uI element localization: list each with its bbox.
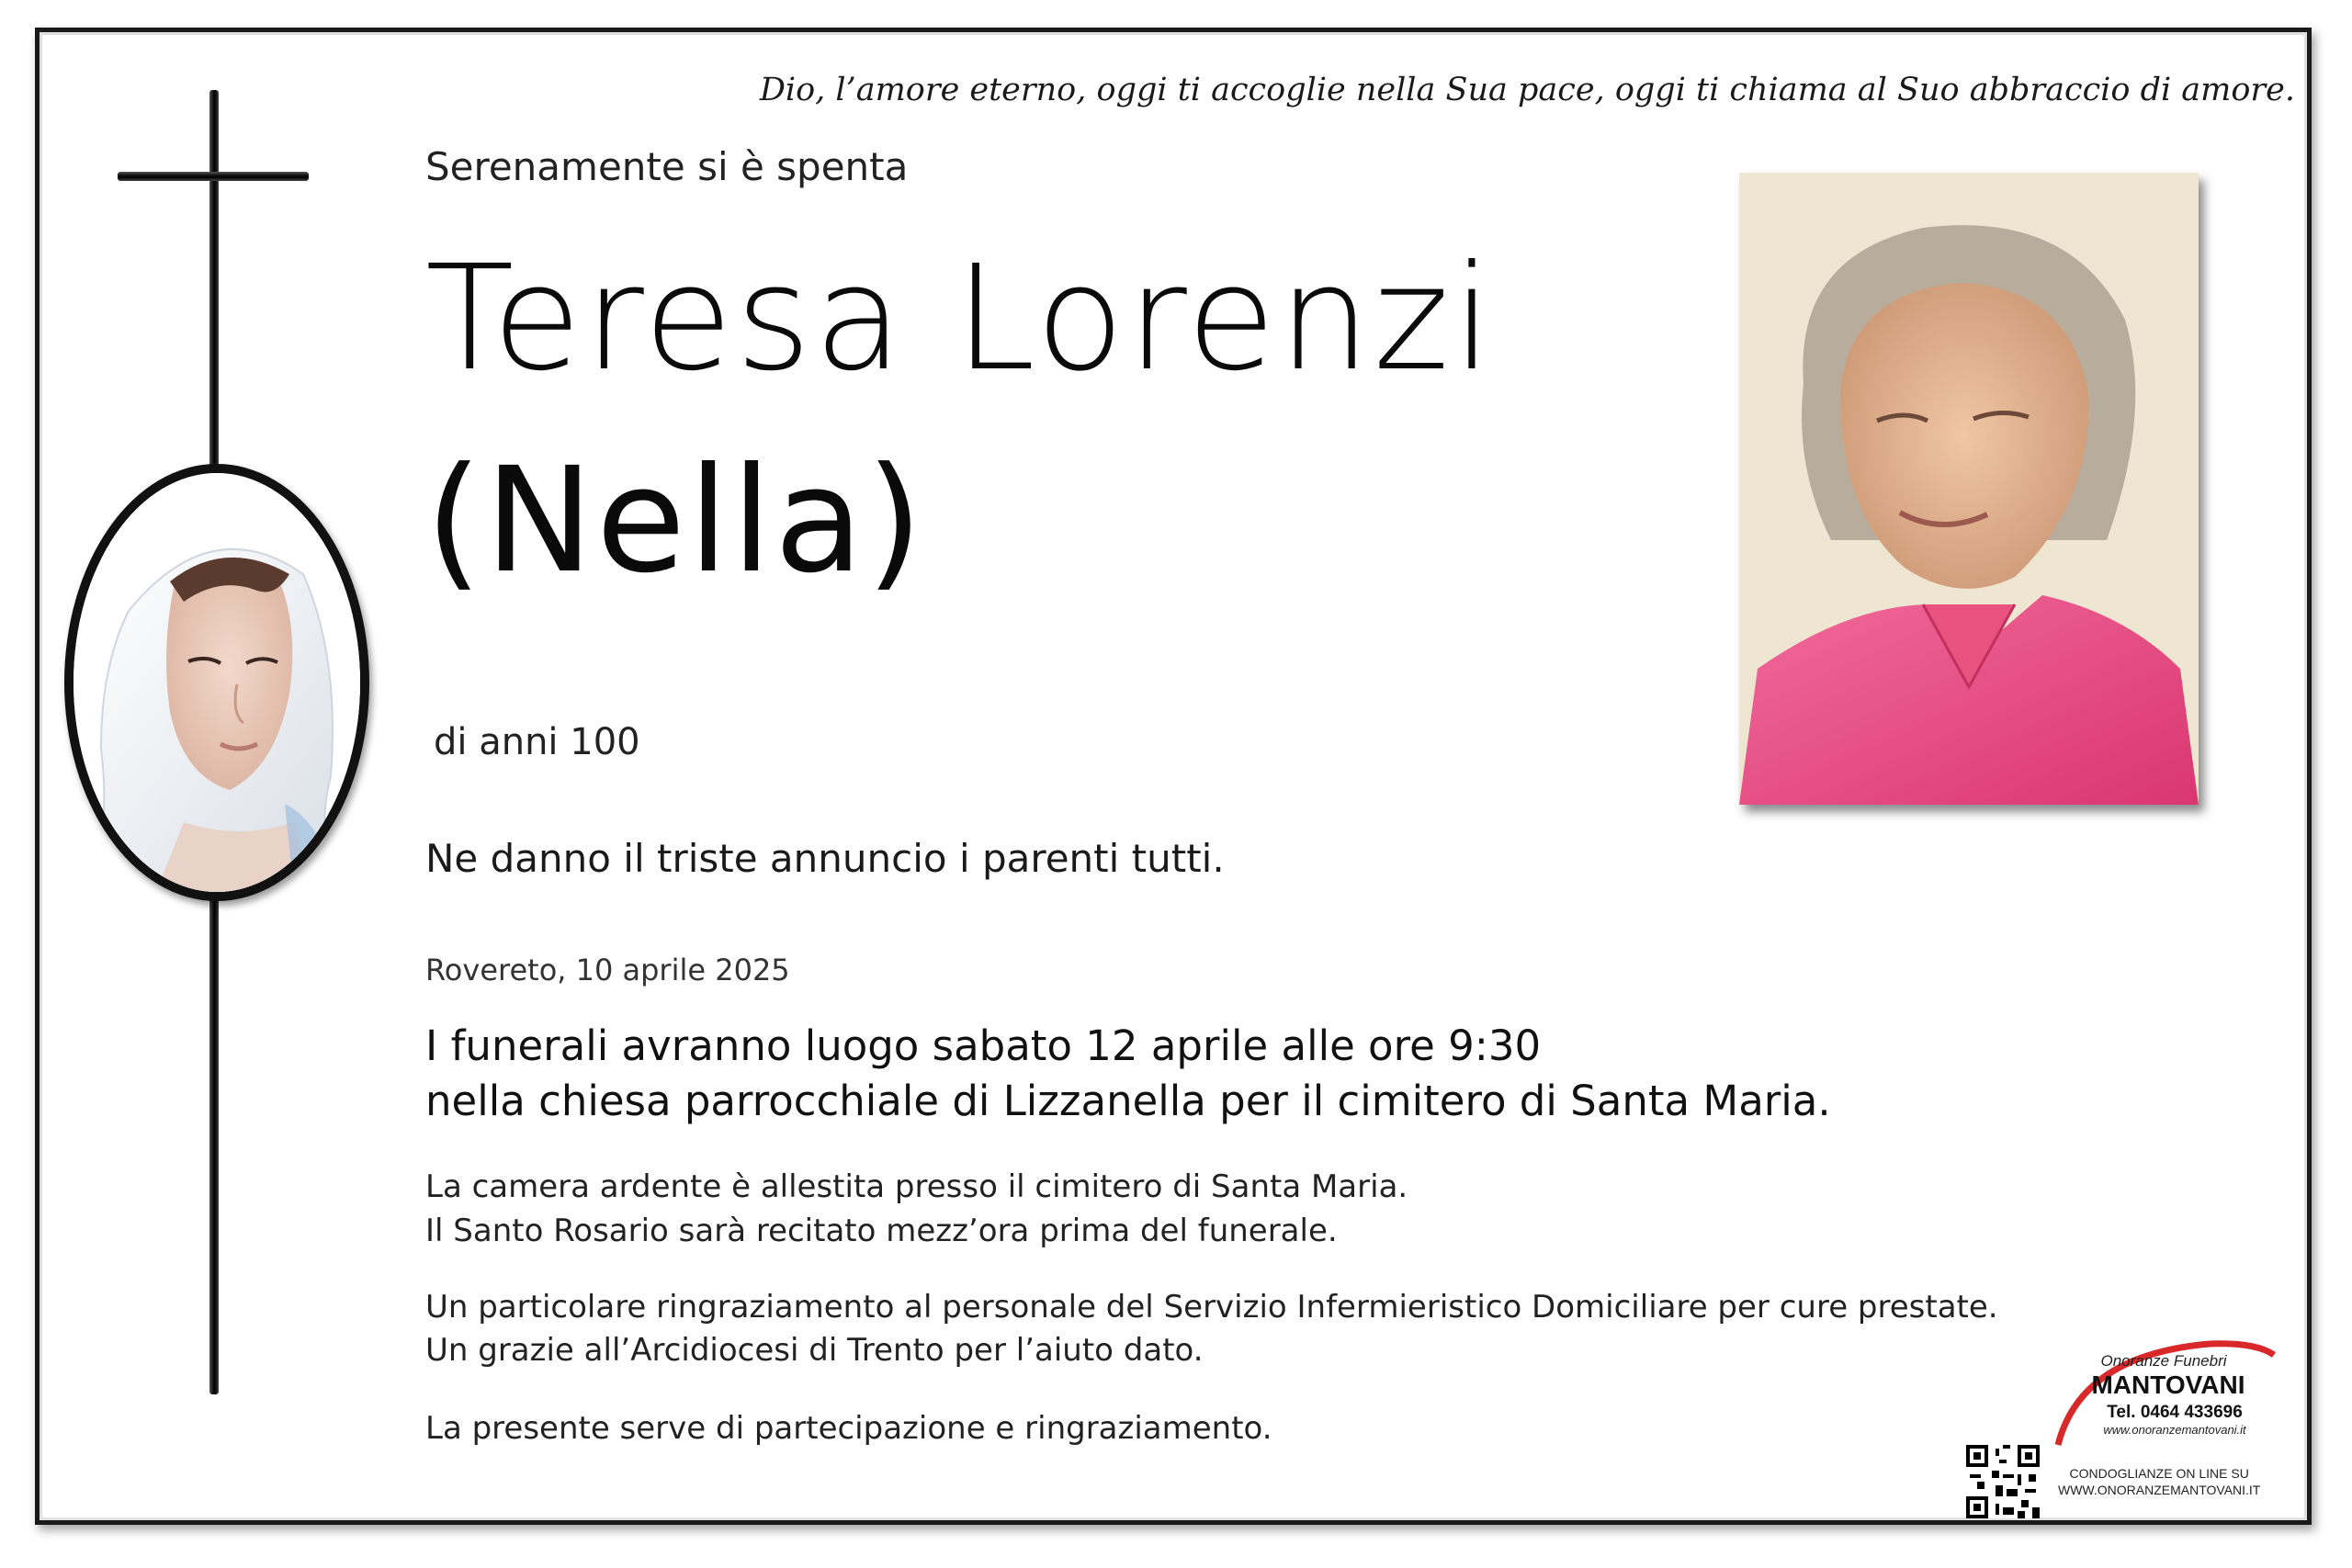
condolences-online xyxy=(2058,1465,2260,1498)
opening-quote: Dio, l’amore eterno, oggi ti accoglie nella Sua pace, oggi ti chiama al Suo abbraccio di amore. xyxy=(759,72,2295,108)
intro-text: Serenamente si è spenta xyxy=(425,144,909,189)
funeral-info-line1: I funerali avranno luogo sabato 12 aprile alle ore 9:30 xyxy=(425,1021,1542,1070)
detail-line: Un particolare ringraziamento al personale del Servizio Infermieristico Domiciliare per cure prestate. xyxy=(425,1289,1998,1325)
logo-name: MANTOVANI xyxy=(2091,1371,2245,1399)
funeral-info-line2: nella chiesa parrocchiale di Lizzanella per il cimitero di Santa Maria. xyxy=(425,1077,1831,1125)
detail-line: Il Santo Rosario sarà recitato mezz’ora prima del funerale. xyxy=(425,1213,1338,1249)
place-date: Rovereto, 10 aprile 2025 xyxy=(425,953,790,987)
announcement-text: Ne danno il triste annuncio i parenti tutti. xyxy=(425,836,1225,881)
qr-code[interactable] xyxy=(1966,1445,2040,1518)
funeral-home-logo xyxy=(2053,1337,2278,1447)
age-text: di anni 100 xyxy=(434,721,640,763)
detail-line: La camera ardente è allestita presso il cimitero di Santa Maria. xyxy=(425,1168,1408,1205)
condolences-line1: CONDOGLIANZE ON LINE SU xyxy=(2069,1466,2249,1481)
logo-phone: Tel. 0464 433696 xyxy=(2107,1403,2243,1422)
deceased-nickname: (Nella) xyxy=(425,436,926,605)
detail-line: Un grazie all’Arcidiocesi di Trento per l’aiuto dato. xyxy=(425,1332,1204,1369)
deceased-photo xyxy=(1739,173,2199,805)
deceased-name: Teresa Lorenzi xyxy=(425,234,1496,403)
madonna-medallion xyxy=(64,464,369,901)
cross-horizontal-bar xyxy=(118,172,309,181)
madonna-image xyxy=(74,473,360,892)
logo-line1: Onoranze Funebri xyxy=(2100,1352,2227,1370)
logo-web: www.onoranzemantovani.it xyxy=(2103,1423,2246,1437)
condolences-url[interactable]: WWW.ONORANZEMANTOVANI.IT xyxy=(2058,1483,2261,1497)
closing-line: La presente serve di partecipazione e ringraziamento. xyxy=(425,1410,1272,1447)
